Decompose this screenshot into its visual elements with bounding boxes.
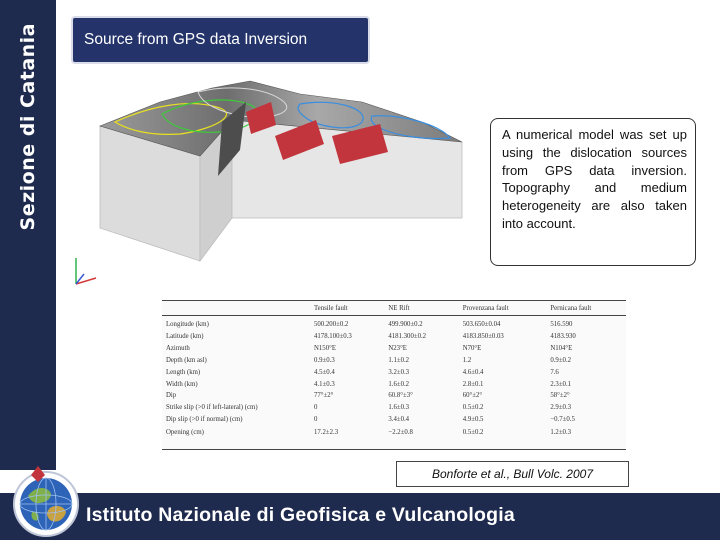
table-cell: 500.200±0.2 (314, 321, 349, 329)
table-header-cell: Provenzana fault (459, 301, 547, 316)
table-cell: 0.5±0.2 (459, 426, 547, 449)
table-cell: 60°±2° (462, 392, 483, 400)
table-cell: Opening (cm) (162, 426, 310, 449)
table-cell: 58°±2° (550, 392, 570, 400)
table-cell: Strike slip (>0 if left-lateral) (cm) (166, 404, 258, 412)
table-cell: Azimuth (166, 345, 190, 353)
table-cell: 0.9±0.3 (314, 356, 335, 364)
table-cell: Latitude (km) (166, 333, 204, 341)
table-cell: Dip slip (>0 if normal) (cm) (166, 415, 243, 423)
table-cell: 1.6±0.3 (388, 404, 410, 412)
table-cell: N104°E (550, 345, 573, 353)
table-row (162, 344, 626, 356)
citation-box (396, 461, 629, 487)
table-row (162, 332, 626, 344)
table-cell: 3.2±0.3 (388, 368, 410, 376)
table-cell: 0.9±0.2 (550, 356, 572, 364)
table-cell: 7.6 (550, 368, 559, 376)
sidebar-label-container (8, 12, 48, 242)
description-text: A numerical model was set up using the dislocation sources from GPS data inversion. Topography and medium heterogeneity are also taken into account. (502, 127, 687, 231)
footer-band (0, 493, 720, 540)
table-header-cell: Tensile fault (310, 301, 384, 316)
source-parameters-table (162, 300, 626, 450)
table-cell: 499.900±0.2 (388, 321, 423, 329)
table-cell: Dip (166, 392, 177, 400)
table-row (162, 415, 626, 427)
table-cell: Longitude (km) (166, 321, 209, 329)
table-cell: 4.5±0.4 (314, 368, 335, 376)
table-cell: N70°E (462, 345, 482, 353)
table-cell: N23°E (388, 345, 407, 353)
table-cell: 503.650±0.04 (462, 321, 501, 329)
table-cell: 1.2±0.3 (546, 426, 626, 449)
model-3d-figure (70, 78, 490, 293)
slide-title: Source from GPS data Inversion (84, 31, 308, 48)
table-cell: 4.1±0.3 (314, 380, 335, 388)
table-header-cell: Pernicana fault (546, 301, 626, 316)
ingv-globe-logo-icon (8, 462, 84, 540)
table-cell: Length (km) (166, 368, 201, 376)
table-cell: 2.8±0.1 (462, 380, 484, 388)
table-cell: 60.8°±3° (388, 392, 413, 400)
table-row (162, 316, 626, 332)
table-cell: 4.6±0.4 (462, 368, 484, 376)
table-cell: 0 (314, 415, 318, 423)
citation-text: Bonforte et al., Bull Volc. 2007 (432, 467, 593, 481)
description-box (490, 118, 696, 266)
table-cell: 0 (314, 404, 318, 412)
table-cell: 4181.300±0.2 (388, 333, 427, 341)
sidebar-label: Sezione di Catania (17, 23, 39, 231)
table-cell: −2.2±0.8 (384, 426, 458, 449)
table-row (162, 391, 626, 403)
table-header-cell (162, 301, 310, 316)
table-cell: 2.3±0.1 (550, 380, 572, 388)
table-cell: 17.2±2.3 (310, 426, 384, 449)
table-cell: 2.9±0.3 (550, 404, 572, 412)
table-row (162, 356, 626, 368)
table-cell: N150°E (314, 345, 336, 353)
table-cell: 1.6±0.2 (388, 380, 410, 388)
table-cell: 4178.100±0.3 (314, 333, 352, 341)
table-row (162, 367, 626, 379)
slide-title-box (71, 16, 370, 64)
table-cell: Depth (km asl) (166, 356, 207, 364)
table-cell: 1.2 (462, 356, 472, 364)
table-header-cell: NE Rift (384, 301, 458, 316)
table-cell: 77°±2° (314, 392, 334, 400)
table-cell: 4.9±0.5 (462, 415, 484, 423)
table-cell: 3.4±0.4 (388, 415, 410, 423)
institute-name: Istituto Nazionale di Geofisica e Vulcanologia (86, 504, 515, 526)
table-header-row (162, 301, 626, 316)
table-cell: 4183.850±0.03 (462, 333, 504, 341)
table-row (162, 426, 626, 449)
table-cell: 516.590 (550, 321, 573, 329)
table-cell: 0.5±0.2 (462, 404, 484, 412)
table-cell: −0.7±0.5 (550, 415, 575, 423)
table-row (162, 379, 626, 391)
table-cell: 1.1±0.2 (388, 356, 410, 364)
left-sidebar-band (0, 0, 56, 470)
table-row (162, 403, 626, 415)
table-cell: 4183.930 (550, 333, 576, 341)
table-cell: Width (km) (166, 380, 198, 388)
